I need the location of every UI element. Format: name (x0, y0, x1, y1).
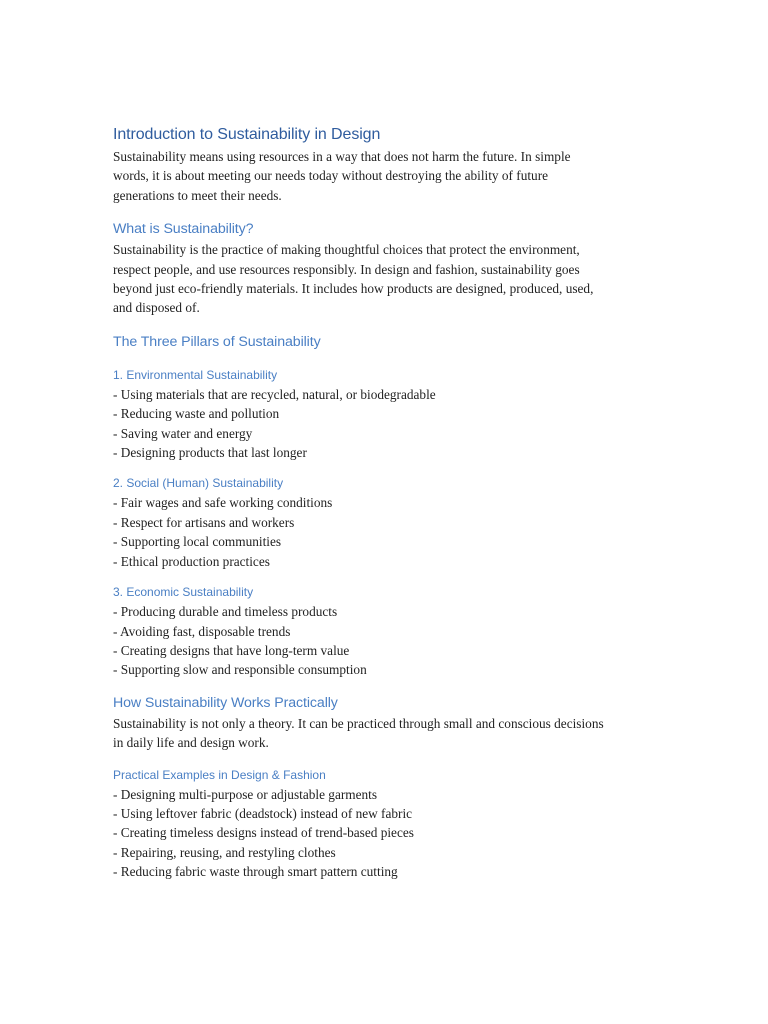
social-list (113, 493, 673, 571)
list-item: - Repairing, reusing, and restyling clothes (113, 844, 336, 860)
list-item: - Producing durable and timeless products (113, 604, 338, 620)
practical-line: Sustainability is not only a theory. It can be practiced through small and conscious decisions (113, 715, 604, 731)
what-paragraph (113, 240, 673, 318)
what-line: Sustainability is the practice of making thoughtful choices that protect the environment, (113, 242, 580, 258)
list-item: - Reducing fabric waste through smart pattern cutting (113, 864, 398, 880)
environmental-list (113, 385, 673, 463)
environmental-title: 1. Environmental Sustainability (113, 367, 278, 382)
what-line: and disposed of. (113, 300, 200, 316)
list-item: - Fair wages and safe working conditions (113, 495, 333, 511)
list-item: - Saving water and energy (113, 425, 253, 441)
list-item: - Avoiding fast, disposable trends (113, 623, 291, 639)
list-item: - Reducing waste and pollution (113, 406, 280, 422)
practical-paragraph (113, 714, 673, 753)
list-item: - Supporting local communities (113, 534, 282, 550)
pillars-title: The Three Pillars of Sustainability (113, 333, 321, 350)
list-item: - Designing multi-purpose or adjustable garments (113, 786, 378, 802)
document-page (113, 124, 673, 882)
intro-line: words, it is about meeting our needs today without destroying the ability of future (113, 168, 549, 184)
list-item: - Creating timeless designs instead of trend-based pieces (113, 825, 414, 841)
practical-line: in daily life and design work. (113, 735, 269, 751)
what-line: respect people, and use resources responsibly. In design and fashion, sustainability goes (113, 261, 580, 277)
what-title: What is Sustainability? (113, 221, 254, 238)
intro-line: generations to meet their needs. (113, 187, 282, 203)
practical-title: How Sustainability Works Practically (113, 694, 338, 711)
intro-paragraph (113, 147, 673, 205)
list-item: - Ethical production practices (113, 553, 270, 569)
list-item: - Designing products that last longer (113, 445, 307, 461)
social-title: 2. Social (Human) Sustainability (113, 476, 284, 491)
intro-title: Introduction to Sustainability in Design (113, 126, 381, 143)
list-item: - Using leftover fabric (deadstock) instead of new fabric (113, 805, 413, 821)
intro-line: Sustainability means using resources in a way that does not harm the future. In simple (113, 149, 571, 164)
economic-list (113, 602, 673, 680)
examples-title: Practical Examples in Design & Fashion (113, 767, 326, 782)
what-line: beyond just eco-friendly materials. It includes how products are designed, produced, used, (113, 281, 594, 297)
examples-list (113, 785, 673, 882)
list-item: - Creating designs that have long-term value (113, 642, 350, 658)
list-item: - Supporting slow and responsible consumption (113, 662, 367, 678)
list-item: - Respect for artisans and workers (113, 514, 295, 530)
economic-title: 3. Economic Sustainability (113, 585, 254, 600)
list-item: - Using materials that are recycled, natural, or biodegradable (113, 386, 436, 402)
